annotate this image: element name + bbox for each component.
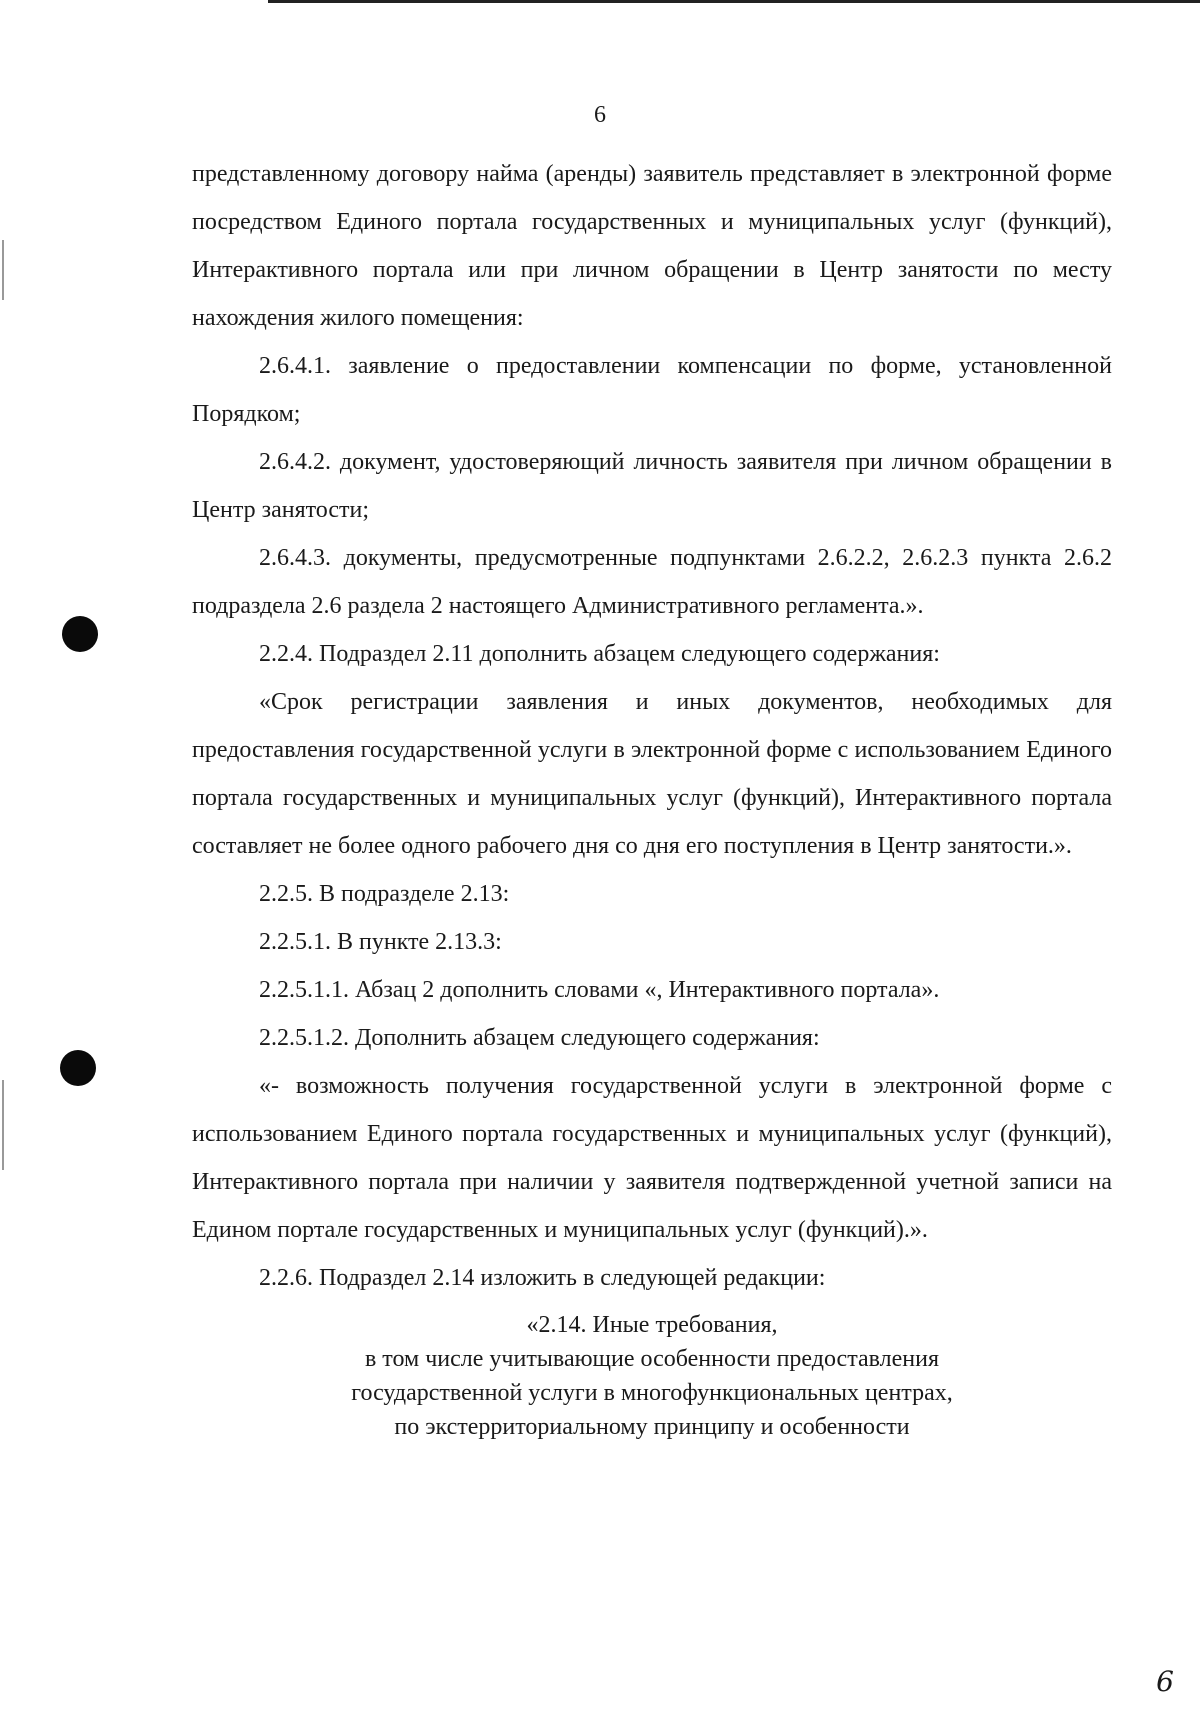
paragraph: 2.6.4.3. документы, предусмотренные подпунктами 2.6.2.2, 2.6.2.3 пункта 2.6.2 подраздела 2.6 раздела 2 настоящего Административного регламента.». [192,545,1112,619]
paragraph: 2.2.5.1.1. Абзац 2 дополнить словами «, Интерактивного портала». [259,977,940,1003]
scan-edge-mark [2,240,4,300]
paragraph: «- возможность получения государственной услуги в электронной форме с использованием Единого портала государственных и муниципальных услуг (функций), Интерактивного портала при наличии у заявителя подтвержденной учетной записи на Едином портале государственных и муниципальных услуг (функций).». [192,1073,1112,1243]
heading-line: по экстерриториальному принципу и особенности [394,1414,910,1440]
punch-hole [60,1050,96,1086]
paragraph: 2.2.5.1. В пункте 2.13.3: [259,929,502,955]
paragraph: 2.2.5.1.2. Дополнить абзацем следующего содержания: [259,1025,820,1051]
paragraph: представленному договору найма (аренды) заявитель представляет в электронной форме посредством Единого портала государственных и муниципальных услуг (функций), Интерактивного портала или при личном обращении в Центр занятости по месту нахождения жилого помещения: [192,161,1112,331]
heading-line: в том числе учитывающие особенности предоставления [364,1346,940,1372]
paragraph: 2.2.4. Подраздел 2.11 дополнить абзацем следующего содержания: [259,641,940,667]
document-body [192,150,1112,1444]
heading-line: государственной услуги в многофункциональных центрах, [351,1380,953,1406]
page-number: 6 [594,102,606,128]
heading-line: «2.14. Иные требования, [526,1312,778,1338]
top-border-line [268,0,1200,3]
scan-edge-mark [2,1080,4,1170]
section-heading [192,1308,1112,1444]
paragraph: «Срок регистрации заявления и иных документов, необходимых для предоставления государственной услуги в электронной форме с использованием Единого портала государственных и муниципальных услуг (функций), Интерактивного портала составляет не более одного рабочего дня со дня его поступления в Центр занятости.». [192,689,1112,859]
punch-hole [62,616,98,652]
paragraph: 2.6.4.2. документ, удостоверяющий личность заявителя при личном обращении в Центр занятости; [192,449,1112,523]
paragraph: 2.2.5. В подразделе 2.13: [259,881,510,907]
paragraph: 2.6.4.1. заявление о предоставлении компенсации по форме, установленной Порядком; [192,353,1112,427]
handwritten-page-number: 6 [1156,1665,1174,1698]
paragraph: 2.2.6. Подраздел 2.14 изложить в следующей редакции: [259,1265,826,1291]
